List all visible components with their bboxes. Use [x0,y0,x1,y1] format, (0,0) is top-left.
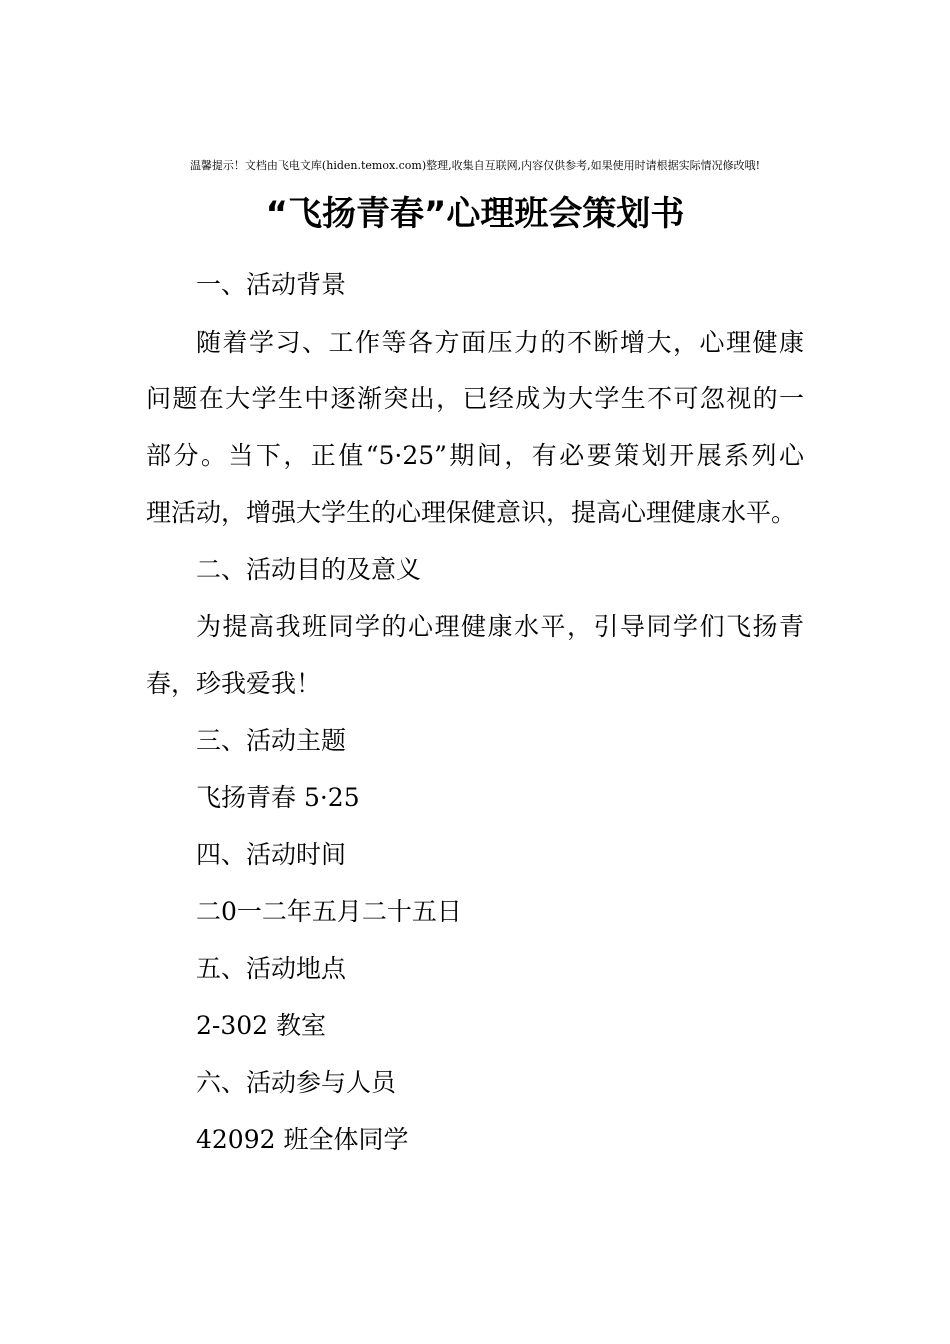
paragraph-line: 理活动，增强大学生的心理保健意识，提高心理健康水平。 [146,498,797,527]
page-notice: 温馨提示！文档由飞电文库(hiden.temox.com)整理,收集自互联网,内容仅供参考,如果使用时请根据实际情况修改哦! [189,159,761,172]
section-heading-background: 一、活动背景 [196,270,347,299]
section-heading-time: 四、活动时间 [196,840,347,869]
paragraph-line: 问题在大学生中逐渐突出，已经成为大学生不可忽视的一 [146,384,804,413]
paragraph-line: 春，珍我爱我！ [146,669,322,698]
paragraph-line: 为提高我班同学的心理健康水平，引导同学们飞扬青 [196,612,804,641]
section-heading-theme: 三、活动主题 [196,726,347,755]
section-heading-place: 五、活动地点 [196,954,347,983]
participants-value: 42092 班全体同学 [196,1125,409,1154]
paragraph-line: 随着学习、工作等各方面压力的不断增大，心理健康 [196,328,804,357]
place-value: 2-302 教室 [196,1011,327,1040]
section-heading-purpose: 二、活动目的及意义 [196,555,422,584]
paragraph-line: 部分。当下，正值“5·25”期间，有必要策划开展系列心 [146,441,804,470]
time-value: 二0一二年五月二十五日 [196,897,462,926]
document-title: “飞扬青春”心理班会策划书 [265,194,685,234]
theme-value: 飞扬青春 5·25 [196,783,360,812]
section-heading-participants: 六、活动参与人员 [196,1068,397,1097]
